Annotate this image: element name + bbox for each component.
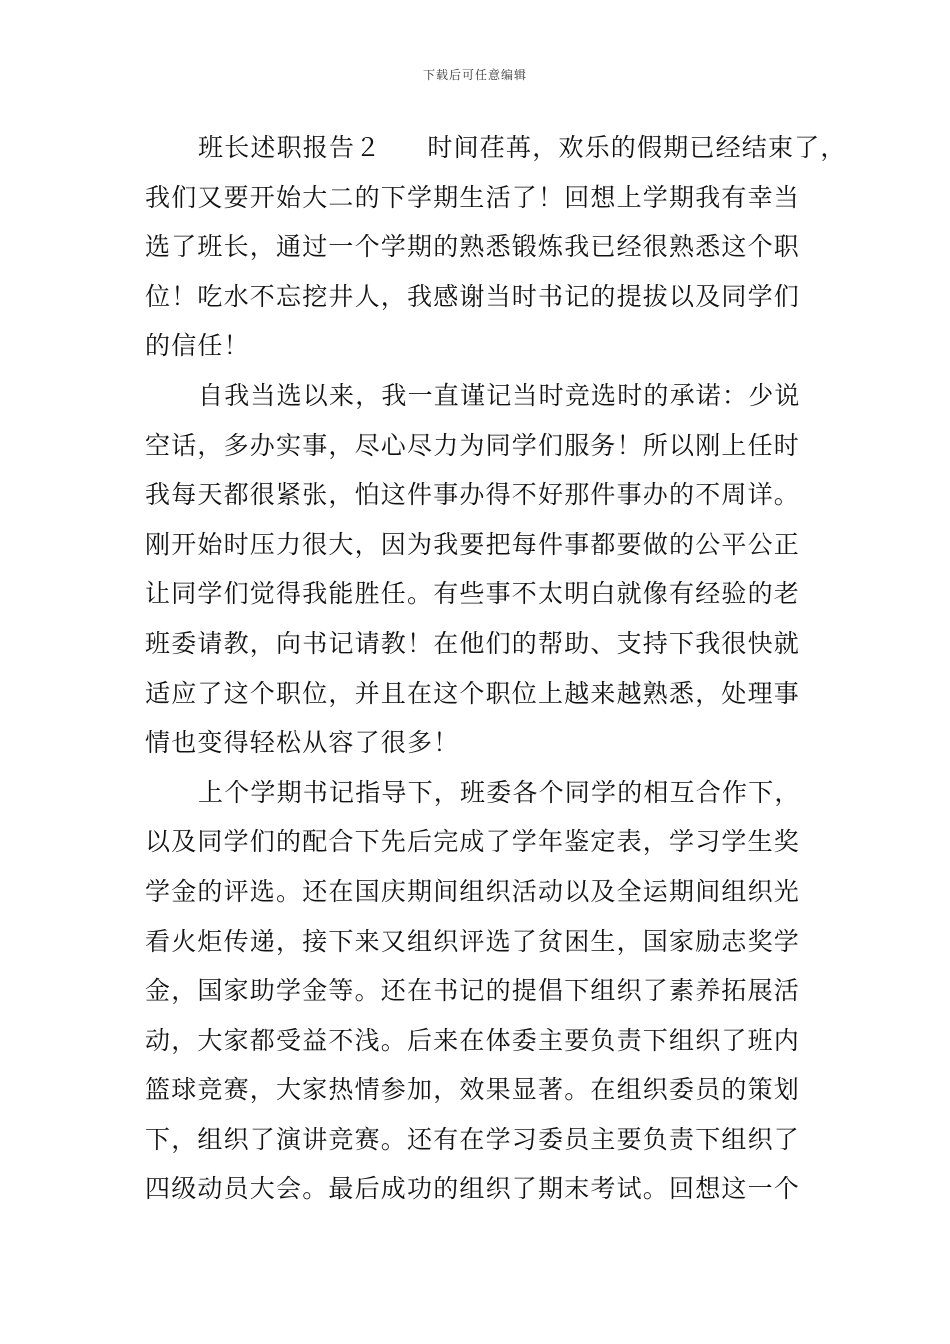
text-line: 我每天都很紧张，怕这件事办得不好那件事办的不周详。 bbox=[145, 480, 801, 510]
text-line: 下，组织了演讲竞赛。还有在学习委员主要负责下组织了 bbox=[145, 1124, 801, 1154]
text-line: 位！吃水不忘挖井人，我感谢当时书记的提拔以及同学们 bbox=[145, 281, 801, 311]
document-body bbox=[145, 128, 847, 1219]
text-line: 动，大家都受益不浅。后来在体委主要负责下组织了班内 bbox=[145, 1025, 801, 1055]
text-line: 空话，多办实事，尽心尽力为同学们服务！所以刚上任时 bbox=[145, 430, 801, 460]
text-line: 选了班长，通过一个学期的熟悉锻炼我已经很熟悉这个职 bbox=[145, 232, 801, 262]
text-line: 学金的评选。还在国庆期间组织活动以及全运期间组织光 bbox=[145, 876, 801, 906]
document-title: 班长述职报告２ bbox=[198, 133, 382, 162]
text-line: 刚开始时压力很大，因为我要把每件事都要做的公平公正 bbox=[145, 529, 801, 559]
text-line: 篮球竞赛，大家热情参加，效果显著。在组织委员的策划 bbox=[145, 1075, 801, 1105]
text-line: 情也变得轻松从容了很多！ bbox=[145, 728, 460, 758]
text-line: 的信任！ bbox=[145, 331, 250, 361]
text-line: 适应了这个职位，并且在这个职位上越来越熟悉，处理事 bbox=[145, 678, 801, 708]
text-line: 金，国家助学金等。还在书记的提倡下组织了素养拓展活 bbox=[145, 976, 801, 1006]
paragraph-start-line: 上个学期书记指导下，班委各个同学的相互合作下， bbox=[198, 777, 801, 807]
first-line bbox=[145, 128, 847, 178]
text-line: 让同学们觉得我能胜任。有些事不太明白就像有经验的老 bbox=[145, 579, 801, 609]
text-line: 时间荏苒，欢乐的假期已经结束了， bbox=[427, 133, 847, 162]
text-line: 看火炬传递，接下来又组织评选了贫困生，国家励志奖学 bbox=[145, 926, 801, 956]
text-line: 班委请教，向书记请教！在他们的帮助、支持下我很快就 bbox=[145, 628, 801, 658]
text-line: 四级动员大会。最后成功的组织了期末考试。回想这一个 bbox=[145, 1174, 801, 1204]
text-line: 以及同学们的配合下先后完成了学年鉴定表，学习学生奖 bbox=[145, 827, 801, 857]
text-line: 我们又要开始大二的下学期生活了！回想上学期我有幸当 bbox=[145, 182, 801, 212]
page-header-note: 下载后可任意编辑 bbox=[422, 68, 527, 82]
paragraph-start-line: 自我当选以来，我一直谨记当时竞选时的承诺：少说 bbox=[198, 380, 801, 410]
